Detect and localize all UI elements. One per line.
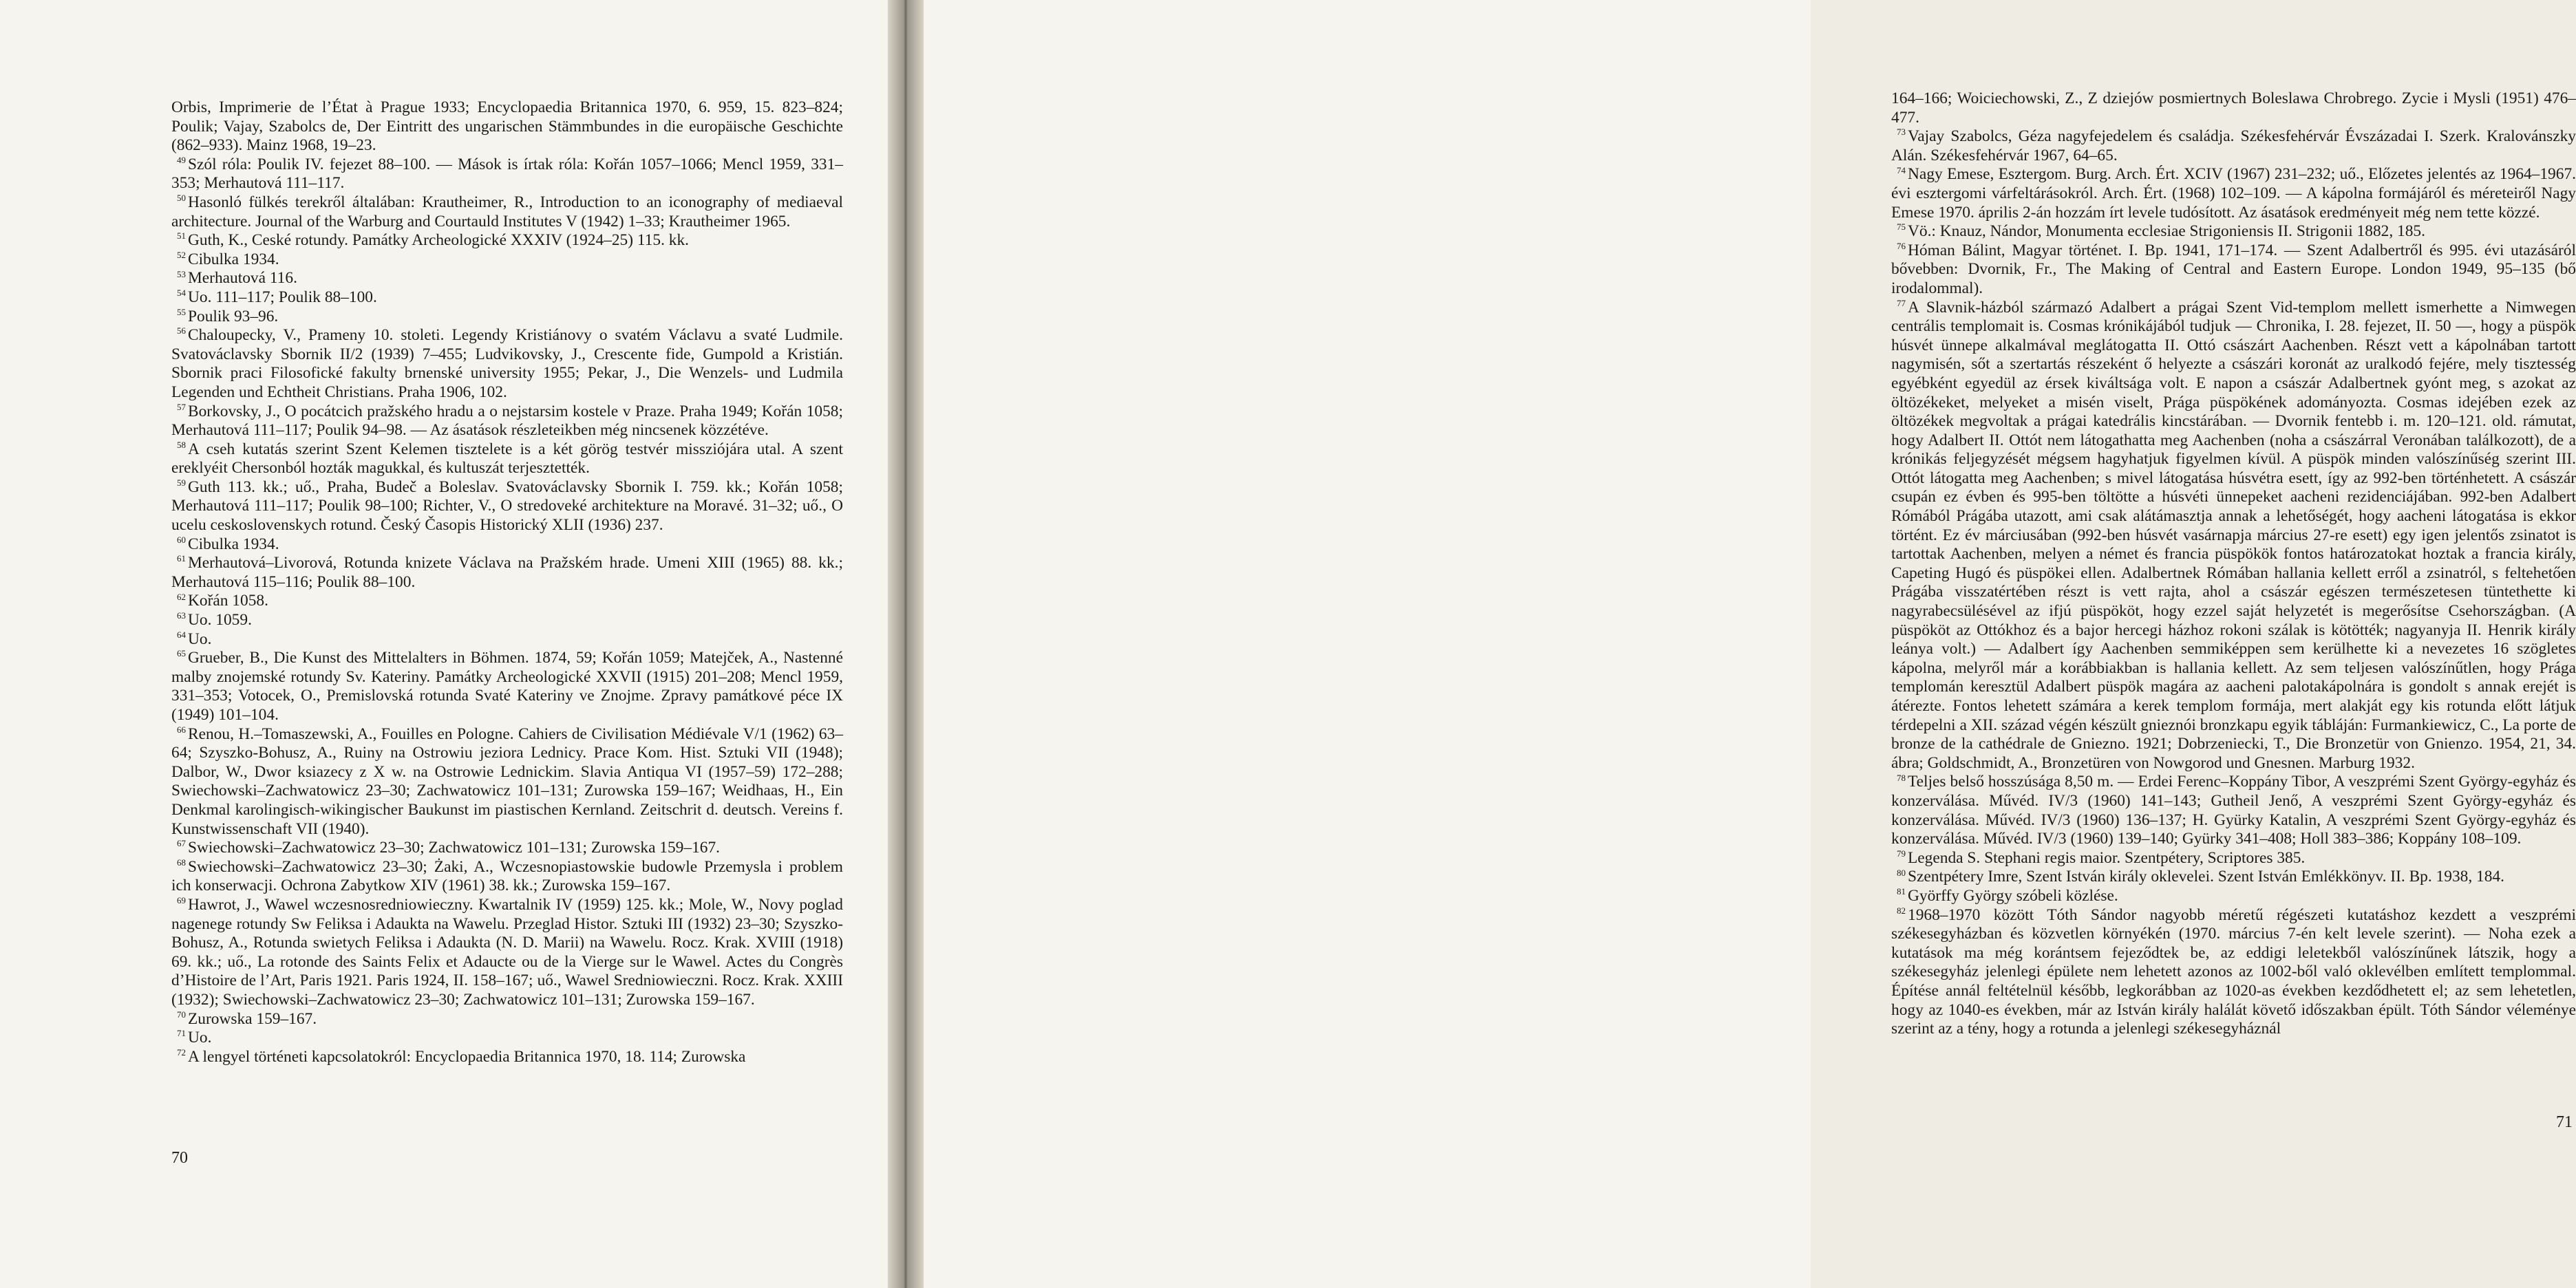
footnote [1891,906,2576,1039]
footnote-number: 59 [177,477,186,489]
footnote-number: 49 [177,154,186,165]
footnote-text: Hasonló fülkés terekről általában: Krautheimer, R., Introduction to an iconography of mediaeval architecture. Journal of the Warburg and Courtauld Institutes V (1942) 1–33; Krautheimer 1965. [171,193,843,230]
footnote-text: Szól róla: Poulik IV. fejezet 88–100. — Mások is írtak róla: Kořán 1057–1066; Mencl 1959, 331–353; Merhautová 111–117. [171,155,843,193]
footnote-text: Merhautová 116. [188,269,297,288]
footnote-number: 62 [177,591,186,602]
footnote-text: Teljes belső hosszúsága 8,50 m. — Erdei Ferenc–Koppány Tibor, A veszprémi Szent György-egyház és konzerválása. Művéd. IV/3 (1960) 141–143; Gutheil Jenő, A veszprémi Szent György-egyház és konzerválása. Művéd. IV/3 (1960) 136–137; H. Gyürky Katalin, A veszprémi Szent György-egyház és konzerválása. Művéd. IV/3 (1960) 139–140; Gyürky 341–408; Holl 383–386; Koppány 108–109. [1891,773,2576,848]
footnote-text: Guth 113. kk.; uő., Praha, Budeč a Boleslav. Svatováclavsky Sbornik I. 759. kk.; Kořán 1058; Merhautová 111–117; Poulik 98–100; Richter, V., O stredoveké architekture na Moravé. 31–32; uő., O ucelu ceskoslovenskych rotund. Český Časopis Historický XLII (1936) 237. [171,477,843,535]
footnote-text: Swiechowski–Zachwatowicz 23–30; Żaki, A., Wczesnopiastowskie budowle Przemysla i problem ich konserwacji. Ochrona Zabytkow XIV (1961) 38. kk.; Zurowska 159–167. [171,857,843,895]
footnote-number: 72 [177,1046,186,1058]
footnote-text: Vö.: Knauz, Nándor, Monumenta ecclesiae Strigoniensis II. Strigonii 1882, 185. [1908,222,2425,241]
footnote-number: 57 [177,401,186,412]
footnote [171,288,843,308]
page-number-left: 70 [171,1149,188,1167]
footnote-text: Legenda S. Stephani regis maior. Szentpétery, Scriptores 385. [1908,848,2306,867]
footnote [171,193,843,231]
footnote-text: Grueber, B., Die Kunst des Mittelalters in Böhmen. 1874, 59; Kořán 1059; Matejček, A., Nastenné malby znojemské rotundy Sv. Kateriny. Památky Archeologické XXVII (1915) 201–208; Mencl 1959, 331–353; Votocek, O., Premislovská rotunda Svaté Kateriny ve Znojme. Zpravy památkové péce IX (1949) 101–104. [171,649,843,724]
footnote-text: Nagy Emese, Esztergom. Burg. Arch. Ért. XCIV (1967) 231–232; uő., Előzetes jelentés az 1964–1967. évi esztergomi várfeltárásokról. Arch. Ért. (1968) 102–109. — A kápolna formájáról és méreteiről Nagy Emese 1970. április 2-án hozzám írt levele tudósított. Az ásatások eredményeit még nem tette közzé. [1891,165,2576,222]
right-footnotes [1891,89,2576,1039]
footnote-number: 73 [1897,127,1906,138]
footnote-text: Uo. 111–117; Poulik 88–100. [188,288,377,306]
footnote-text: 164–166; Woiciechowski, Z., Z dziejów posmiertnych Boleslawa Chrobrego. Zycie i Mysli (1951) 476–477. [1891,89,2576,127]
footnote-number: 68 [177,857,186,868]
footnote [171,611,843,630]
footnote [171,440,843,478]
footnote-text: A Slavnik-házból származó Adalbert a prágai Szent Vid-templom mellett ismerhette a Nimwegen centrális templomait is. Cosmas krónikájából tudjuk — Chronika, I. 28. fejezet, II. 50 —, hogy a püspök húsvét ünnepe alkalmával meglátogatta II. Ottó császárt Aachenben. Részt vett a kápolnában tartott nagymisén, sőt a szertartás részeként ő helyezte a császári koronát az uralkodó fejére, mely tisztesség egyébként egyedül az érsek kiváltsága volt. E napon a császár Adalbertnek gyónt meg, s azokat az öltözékeket, melyeket a misén viselt, Prága püspökének adományozta. Cosmas idejében ezek az öltözékek megvoltak a prágai katedrális kincstárában. — Dvornik fentebb i. m. 120–121. old. rámutat, hogy Adalbert II. Ottót nem látogathatta meg Aachenben (noha a császárral Veronában találkozott), de a krónikás feljegyzését mégsem hagyhatjuk figyelmen kívül. A püspök minden valószínűség szerint III. Ottót látogatta meg Aachenben; s mivel látogatása húsvétra esett, így az 992-ben történhetett. A császár csupán ez évben és 995-ben töltötte a húsvéti ünnepeket aacheni rezidenciájában. 992-ben Adalbert Rómából Prágába utazott, ami csak alátámasztja annak a lehetőségét, hogy aacheni látogatása is ekkor történt. Ez év márciusában (992-ben húsvét vasárnapja március 27-re esett) egy igen jelentős zsinatot is tartottak Aachenben, melyen a német és francia püspökök fontos határozatokat hoztak a francia király, Capeting Hugó és püspökei ellen. Adalbertnek Rómában hallania kellett erről a zsinatról, s feltehetően Prágába visszatértében részt is vett rajta, ahol a császár egészen természetesen tüntethette ki nagyrabecsülésével az ifjú püspököt, hogy ezzel saját helyzetét is megerősítse Csehországban. (A püspököt az Ottókhoz és a bajor hercegi házhoz rokoni szálak is kötötték; nagyanyja II. Henrik király leánya volt.) — Adalbert így Aachenben semmiképpen sem kerülhette ki a nevezetes 16 szögletes kápolna, melyről már a korábbiakban is hallania kellett. Az sem teljesen valószínűtlen, hogy Prága templomán keresztül Adalbert püspök magára az aacheni palotakápolnára is gondolt s annak erejét is átérezte. Fontos lehetett számára a kerek templom formája, mert alakját egy kis rotunda előtt látjuk térdepelni a XII. század végén készült gnieznói bronzkapu egyik tábláján: Furmankiewicz, C., La porte de bronze de la cathédrale de Gniezno. 1921; Dobrzeniecki, T., Die Bronzetür von Gnienzo. 1954, 21, 34. ábra; Goldschmidt, A., Bronzetüren von Nowgorod und Gnesnen. Marburg 1932. [1891,298,2576,772]
footnote-text: Swiechowski–Zachwatowicz 23–30; Zachwatowicz 101–131; Zurowska 159–167. [188,839,721,857]
footnote-number: 82 [1897,905,1906,916]
footnote-number: 50 [177,193,186,204]
footnote-text: Cibulka 1934. [188,535,279,553]
book-gutter [888,0,924,1288]
footnote-text: Borkovsky, J., O pocátcich pražského hradu a o nejstarsim kostele v Praze. Praha 1949; Kořán 1058; Merhautová 111–117; Poulik 94–98. — Az ásatások részleteikben még nincsenek közzétéve. [171,402,843,440]
footnote-text: Guth, K., Ceské rotundy. Památky Archeologické XXXIV (1924–25) 115. kk. [188,231,690,250]
footnote-number: 54 [177,288,186,299]
footnote [171,858,843,896]
footnote [1891,887,2576,906]
footnote [1891,868,2576,887]
footnote-number: 64 [177,629,186,640]
footnote-text: Uo. 1059. [188,611,252,630]
footnote [1891,127,2576,165]
footnote-number: 53 [177,268,186,279]
footnote-number: 63 [177,610,186,621]
footnote [1891,89,2576,127]
footnote [171,155,843,193]
footnote-text: Györffy György szóbeli közlése. [1908,886,2118,905]
right-page [914,0,2576,1288]
footnote [171,402,843,440]
footnote-number: 55 [177,306,186,317]
footnote [171,839,843,858]
footnote-number: 52 [177,249,186,260]
footnote-number: 69 [177,895,186,906]
footnote-text: Merhautová–Livorová, Rotunda knizete Václava na Pražském hrade. Umeni XIII (1965) 88. kk.; Merhautová 115–116; Poulik 88–100. [171,554,843,591]
footnote-number: 58 [177,439,186,450]
footnote [1891,299,2576,773]
footnote [171,250,843,270]
footnote-text: Hawrot, J., Wawel wczesnosredniowieczny. Kwartalnik IV (1959) 125. kk.; Mole, W., Novy poglad nagenege rotundy Sw Feliksa i Adaukta na Wawelu. Przeglad Histor. Sztuki III (1932) 23–30; Szyszko-Bohusz, A., Rotunda swietych Feliksa i Adaukta (N. D. Marii) na Wawelu. Rocz. Krak. XVIII (1918) 69. kk.; uő., La rotonde des Saints Felix et Adaucte ou de la Vierge sur le Wawel. Actes du Congrès d’Histoire de l’Art, Paris 1921. Paris 1924, II. 158–167; uő., Wawel Sredniowieczni. Rocz. Krak. XXIII (1932); Swiechowski–Zachwatowicz 23–30; Zachwatowicz 101–131; Zurowska 159–167. [171,895,843,1009]
footnote [1891,773,2576,848]
footnote [171,535,843,555]
footnote-number: 67 [177,838,186,849]
footnote [171,326,843,402]
footnote-text: Kořán 1058. [188,592,268,610]
footnote-number: 51 [177,230,186,242]
footnote [1891,242,2576,299]
footnote [171,1048,843,1067]
footnote [171,231,843,250]
footnote-number: 78 [1897,772,1906,783]
footnote-text: A lengyel történeti kapcsolatokról: Encyclopaedia Britannica 1970, 18. 114; Zurowska [188,1047,746,1066]
footnote-number: 56 [177,325,186,336]
footnote-text: Zurowska 159–167. [188,1009,317,1028]
footnote-text: Uo. [188,1029,212,1047]
left-footnotes [171,98,843,1066]
footnote-number: 71 [177,1028,186,1039]
footnote-number: 60 [177,534,186,545]
footnote-number: 61 [177,553,186,564]
left-page [0,0,897,1288]
footnote [171,649,843,724]
footnote-number: 79 [1897,848,1906,859]
footnote [171,592,843,611]
page-number-right: 71 [2556,1113,2573,1131]
footnote-text: Renou, H.–Tomaszewski, A., Fouilles en Pologne. Cahiers de Civilisation Médiévale V/1 (1962) 63–64; Szyszko-Bohusz, A., Ruiny na Ostrowiu jeziora Lednicy. Prace Kom. Hist. Sztuki VII (1948); Dalbor, W., Dwor ksiazecy z X w. na Ostrowie Lednickim. Slavia Antiqua VI (1957–59) 172–288; Swiechowski–Zachwatowicz 23–30; Zachwatowicz 101–131; Zurowska 159–167; Weidhaas, H., Ein Denkmal karolingisch-wikingischer Baukunst im piastischen Kernland. Zeitschrit d. deutsch. Vereins f. Kunstwissenschaft VII (1940). [171,724,843,838]
footnote [171,1010,843,1029]
footnote-text: Uo. [188,630,212,648]
footnote [171,554,843,592]
footnote-text: Poulik 93–96. [188,307,279,325]
footnote [171,308,843,327]
footnote [171,269,843,288]
footnote [171,98,843,155]
footnote [171,1029,843,1048]
footnote [1891,849,2576,868]
footnote [1891,165,2576,222]
footnote-number: 75 [1897,222,1906,233]
footnote [171,478,843,535]
footnote [171,630,843,650]
footnote-text: Orbis, Imprimerie de l’État à Prague 1933; Encyclopaedia Britannica 1970, 6. 959, 15. 823–824; Poulik; Vajay, Szabolcs de, Der Eintritt des ungarischen Stämmbundes in die europäische Geschichte (862–933). Mainz 1968, 19–23. [171,98,843,155]
footnote [171,896,843,1010]
footnote-number: 80 [1897,867,1906,878]
footnote-number: 65 [177,648,186,659]
footnote-text: Szentpétery Imre, Szent István király oklevelei. Szent István Emlékkönyv. II. Bp. 1938, 184. [1908,868,2504,886]
footnote [171,725,843,839]
footnote-number: 66 [177,724,186,735]
footnote-number: 74 [1897,164,1906,175]
footnote-text: Hóman Bálint, Magyar történet. I. Bp. 1941, 171–174. — Szent Adalbertről és 995. évi utazásáról bővebben: Dvornik, Fr., The Making of Central and Eastern Europe. London 1949, 95–135 (bő irodalommal). [1891,241,2576,297]
footnote-text: 1968–1970 között Tóth Sándor nagyobb méretű régészeti kutatáshoz kezdett a veszprémi székesegyházban és közvetlen környékén (1970. március 7-én kelt levele szerint). — Noha ezek a kutatások ma még korántsem fejeződtek be, az eddigi leletekből valószínűnek látszik, hogy a székesegyház jelenlegi épülete nem lehetett azonos az 1002-ből való oklevélben említett templommal. Építése annál feltételnül később, legkorábban az 1020-as években kezdődhetett el; az sem lehetetlen, hogy az 1040-es években, már az István király halálát követő időszakban épült. Tóth Sándor véleménye szerint az a tény, hogy a rotunda a jelenlegi székesegyháznál [1891,905,2576,1038]
footnote-text: A cseh kutatás szerint Szent Kelemen tisztelete is a két görög testvér missziójára utal. A szent ereklyéit Chersonból hozták magukkal, és kultuszát terjesztették. [171,440,843,477]
footnote-text: Cibulka 1934. [188,250,279,268]
footnote-text: Chaloupecky, V., Prameny 10. stoleti. Legendy Kristiánovy o svatém Václavu a svaté Ludmile. Svatováclavsky Sbornik II/2 (1939) 7–455; Ludvikovsky, J., Crescente fide, Gumpold a Kristián. Sbornik praci Filosofické fakulty brnenské university 1955; Pekar, J., Die Wenzels- und Ludmila Legenden und Echtheit Christians. Praha 1906, 102. [171,326,843,401]
footnote-number: 81 [1897,886,1906,897]
footnote-number: 77 [1897,297,1906,308]
footnote-number: 76 [1897,240,1906,251]
footnote-text: Vajay Szabolcs, Géza nagyfejedelem és családja. Székesfehérvár Évszázadai I. Szerk. Kralovánszky Alán. Székesfehérvár 1967, 64–65. [1891,127,2576,164]
footnote [1891,222,2576,242]
footnote-number: 70 [177,1009,186,1020]
